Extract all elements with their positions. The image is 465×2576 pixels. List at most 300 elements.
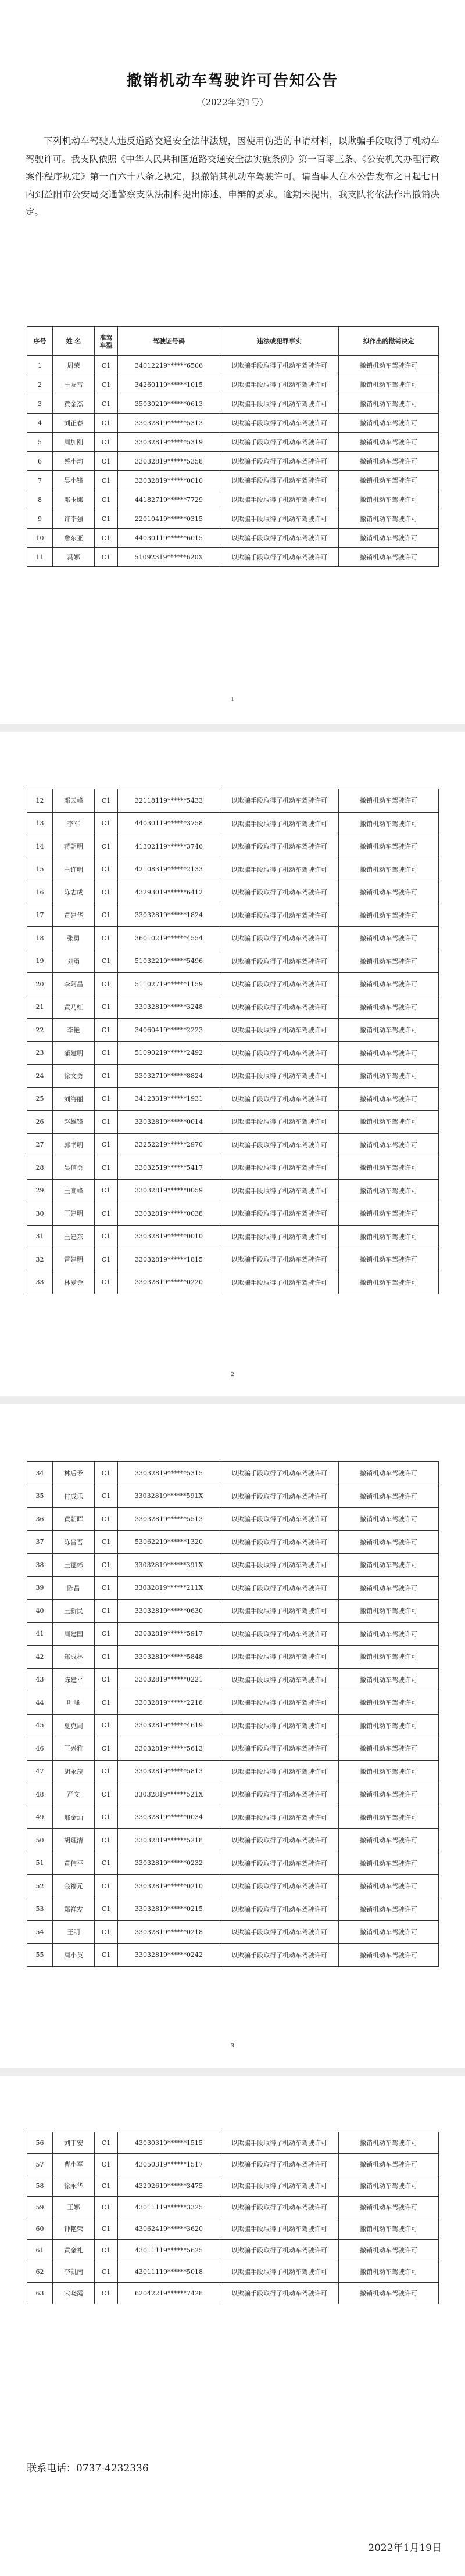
page-4 [0,2076,465,2576]
proposed-decision: 撤销机动车驾驶许可 [339,548,439,567]
proposed-decision: 撤销机动车驾驶许可 [339,1829,439,1852]
proposed-decision: 撤销机动车驾驶许可 [339,471,439,490]
proposed-decision: 撤销机动车驾驶许可 [339,927,439,950]
vehicle-type: C1 [95,414,118,433]
proposed-decision: 撤销机动车驾驶许可 [339,1554,439,1577]
vehicle-type: C1 [95,471,118,490]
driver-name: 刘勇 [53,950,95,973]
table-row [27,529,439,548]
proposed-decision: 撤销机动车驾驶许可 [339,2197,439,2218]
license-number: 34060419******2223 [118,1019,220,1042]
driver-name: 刘正春 [53,414,95,433]
violation-fact: 以欺骗手段取得了机动车驾驶许可 [220,1646,339,1669]
row-number: 39 [27,1576,53,1600]
vehicle-type: C1 [95,1691,118,1715]
row-number: 5 [27,433,53,452]
row-number: 58 [27,2175,53,2197]
vehicle-type: C1 [95,812,118,835]
proposed-decision: 撤销机动车驾驶许可 [339,356,439,375]
violation-fact: 以欺骗手段取得了机动车驾驶许可 [220,1714,339,1737]
license-number: 51102719******1159 [118,973,220,996]
driver-name: 雷建明 [53,1248,95,1271]
violation-fact: 以欺骗手段取得了机动车驾驶许可 [220,835,339,858]
violation-fact: 以欺骗手段取得了机动车驾驶许可 [220,1087,339,1111]
driver-name: 陈晋吾 [53,1530,95,1554]
driver-name: 邢金灿 [53,1806,95,1829]
driver-name: 王高峰 [53,1179,95,1202]
table-row [27,835,439,858]
license-number: 33032819******0034 [118,1806,220,1829]
license-number: 33032819******5319 [118,433,220,452]
license-number: 33032819******0221 [118,1668,220,1691]
violation-fact: 以欺骗手段取得了机动车驾驶许可 [220,1806,339,1829]
proposed-decision: 撤销机动车驾驶许可 [339,394,439,414]
driver-name: 周荣 [53,356,95,375]
proposed-decision: 撤销机动车驾驶许可 [339,1462,439,1485]
license-number: 33032819******0215 [118,1898,220,1921]
violation-fact: 以欺骗手段取得了机动车驾驶许可 [220,1065,339,1088]
row-number: 13 [27,812,53,835]
proposed-decision: 撤销机动车驾驶许可 [339,835,439,858]
row-number: 27 [27,1133,53,1156]
license-number: 35030219******0613 [118,394,220,414]
vehicle-type: C1 [95,858,118,881]
vehicle-type: C1 [95,1041,118,1065]
table-row [27,509,439,529]
page-1 [0,0,465,723]
notice-date: 2022年1月19日 [368,2542,442,2554]
driver-name: 王娜 [53,2197,95,2218]
table-row [27,394,439,414]
license-number: 34123319******1931 [118,1087,220,1111]
driver-name: 林爱金 [53,1271,95,1294]
driver-name: 王许明 [53,858,95,881]
driver-name: 金福元 [53,1875,95,1898]
violation-fact: 以欺骗手段取得了机动车驾驶许可 [220,2283,339,2304]
license-number: 51032219******5496 [118,950,220,973]
table-row [27,927,439,950]
license-number: 43030319******1515 [118,2132,220,2154]
vehicle-type: C1 [95,2283,118,2304]
vehicle-type: C1 [95,2132,118,2154]
vehicle-type: C1 [95,2240,118,2261]
table-row [27,1554,439,1577]
table-row [27,1133,439,1156]
proposed-decision: 撤销机动车驾驶许可 [339,1179,439,1202]
row-number: 15 [27,858,53,881]
table-row [27,812,439,835]
license-number: 33032819******521X [118,1783,220,1806]
violation-fact: 以欺骗手段取得了机动车驾驶许可 [220,904,339,927]
row-number: 59 [27,2197,53,2218]
license-number: 33032819******5358 [118,452,220,471]
vehicle-type: C1 [95,1111,118,1134]
proposed-decision: 撤销机动车驾驶许可 [339,1065,439,1088]
table-row [27,356,439,375]
license-number: 33032819******0010 [118,471,220,490]
table-row [27,2283,439,2304]
table-row [27,2132,439,2154]
table-row [27,1668,439,1691]
license-number: 33032819******5848 [118,1646,220,1669]
row-number: 33 [27,1271,53,1294]
driver-name: 黄金礼 [53,2240,95,2261]
license-number: 33032819******2218 [118,1691,220,1715]
driver-name: 郭书明 [53,1133,95,1156]
license-number: 33032819******3248 [118,996,220,1019]
row-number: 45 [27,1714,53,1737]
table-row [27,1530,439,1554]
vehicle-type: C1 [95,1600,118,1623]
vehicle-type: C1 [95,1271,118,1294]
vehicle-type: C1 [95,529,118,548]
license-number: 33032819******0014 [118,1111,220,1134]
table-row [27,881,439,904]
row-number: 55 [27,1943,53,1967]
driver-name: 黄金杰 [53,394,95,414]
proposed-decision: 撤销机动车驾驶许可 [339,812,439,835]
violation-fact: 以欺骗手段取得了机动车驾驶许可 [220,1554,339,1577]
proposed-decision: 撤销机动车驾驶许可 [339,1646,439,1669]
license-number: 33032819******5218 [118,1829,220,1852]
proposed-decision: 撤销机动车驾驶许可 [339,996,439,1019]
proposed-decision: 撤销机动车驾驶许可 [339,1875,439,1898]
table-row [27,2154,439,2175]
license-number: 33032519******5417 [118,1156,220,1180]
table-header-cell: 姓 名 [53,327,95,356]
license-number: 51090219******2492 [118,1041,220,1065]
table-row [27,2175,439,2197]
violation-fact: 以欺骗手段取得了机动车驾驶许可 [220,789,339,813]
proposed-decision: 撤销机动车驾驶许可 [339,1271,439,1294]
vehicle-type: C1 [95,2154,118,2175]
vehicle-type: C1 [95,1783,118,1806]
table-row [27,1156,439,1180]
violation-fact: 以欺骗手段取得了机动车驾驶许可 [220,2154,339,2175]
row-number: 42 [27,1646,53,1669]
table-row [27,2261,439,2283]
vehicle-type: C1 [95,1530,118,1554]
vehicle-type: C1 [95,1554,118,1577]
license-number: 33032819******0059 [118,1179,220,1202]
vehicle-type: C1 [95,904,118,927]
vehicle-type: C1 [95,490,118,509]
table-row [27,858,439,881]
vehicle-type: C1 [95,835,118,858]
license-number: 43050319******1517 [118,2154,220,2175]
proposed-decision: 撤销机动车驾驶许可 [339,789,439,813]
driver-name: 张勇 [53,927,95,950]
row-number: 44 [27,1691,53,1715]
row-number: 25 [27,1087,53,1111]
vehicle-type: C1 [95,1576,118,1600]
violation-fact: 以欺骗手段取得了机动车驾驶许可 [220,1179,339,1202]
contact-phone: 联系电话：0737-4232336 [27,2463,149,2474]
license-number: 33032819******0232 [118,1852,220,1875]
proposed-decision: 撤销机动车驾驶许可 [339,1111,439,1134]
vehicle-type: C1 [95,789,118,813]
table-row [27,1485,439,1508]
vehicle-type: C1 [95,1875,118,1898]
proposed-decision: 撤销机动车驾驶许可 [339,858,439,881]
violation-fact: 以欺骗手段取得了机动车驾驶许可 [220,2175,339,2197]
row-number: 6 [27,452,53,471]
driver-name: 李凯南 [53,2261,95,2283]
license-table-page-4 [27,2132,439,2304]
license-number: 43292619******3475 [118,2175,220,2197]
table-row [27,1019,439,1042]
driver-name: 林后矛 [53,1462,95,1485]
license-number: 33032819******0038 [118,1202,220,1226]
violation-fact: 以欺骗手段取得了机动车驾驶许可 [220,1852,339,1875]
license-number: 33032819******591X [118,1485,220,1508]
violation-fact: 以欺骗手段取得了机动车驾驶许可 [220,529,339,548]
notice-subtitle: （2022年第1号） [196,97,269,107]
table-row [27,2240,439,2261]
vehicle-type: C1 [95,2218,118,2240]
license-number: 33032819******5917 [118,1622,220,1646]
table-header-cell: 序号 [27,327,53,356]
proposed-decision: 撤销机动车驾驶许可 [339,1921,439,1944]
row-number: 53 [27,1898,53,1921]
vehicle-type: C1 [95,1898,118,1921]
license-number: 51092319******620X [118,548,220,567]
violation-fact: 以欺骗手段取得了机动车驾驶许可 [220,1156,339,1180]
vehicle-type: C1 [95,1760,118,1783]
license-number: 36010219******4554 [118,927,220,950]
table-row [27,1508,439,1531]
driver-name: 王友雷 [53,375,95,394]
row-number: 34 [27,1462,53,1485]
license-number: 33032819******5813 [118,1760,220,1783]
license-number: 33032819******5313 [118,414,220,433]
proposed-decision: 撤销机动车驾驶许可 [339,1898,439,1921]
proposed-decision: 撤销机动车驾驶许可 [339,1019,439,1042]
row-number: 57 [27,2154,53,2175]
vehicle-type: C1 [95,1943,118,1967]
vehicle-type: C1 [95,394,118,414]
row-number: 37 [27,1530,53,1554]
table-row [27,1462,439,1485]
driver-name: 邓云峰 [53,789,95,813]
license-number: 43011119******3325 [118,2197,220,2218]
row-number: 35 [27,1485,53,1508]
row-number: 46 [27,1737,53,1761]
page-number: 3 [231,2042,234,2049]
row-number: 54 [27,1921,53,1944]
row-number: 62 [27,2261,53,2283]
row-number: 56 [27,2132,53,2154]
driver-name: 吴信勇 [53,1156,95,1180]
proposed-decision: 撤销机动车驾驶许可 [339,1485,439,1508]
row-number: 8 [27,490,53,509]
license-number: 33032819******5315 [118,1462,220,1485]
driver-name: 黄朝晖 [53,1508,95,1531]
vehicle-type: C1 [95,1087,118,1111]
table-header-cell: 拟作出的撤销决定 [339,327,439,356]
table-row [27,1087,439,1111]
row-number: 32 [27,1248,53,1271]
table-row [27,1179,439,1202]
proposed-decision: 撤销机动车驾驶许可 [339,1943,439,1967]
table-row [27,904,439,927]
violation-fact: 以欺骗手段取得了机动车驾驶许可 [220,1898,339,1921]
table-row [27,1829,439,1852]
violation-fact: 以欺骗手段取得了机动车驾驶许可 [220,927,339,950]
row-number: 9 [27,509,53,529]
license-number: 33032819******0210 [118,1875,220,1898]
proposed-decision: 撤销机动车驾驶许可 [339,1691,439,1715]
violation-fact: 以欺骗手段取得了机动车驾驶许可 [220,1576,339,1600]
vehicle-type: C1 [95,1462,118,1485]
violation-fact: 以欺骗手段取得了机动车驾驶许可 [220,1530,339,1554]
row-number: 20 [27,973,53,996]
proposed-decision: 撤销机动车驾驶许可 [339,1225,439,1248]
table-row [27,1202,439,1226]
row-number: 38 [27,1554,53,1577]
vehicle-type: C1 [95,1921,118,1944]
license-table-page-2 [27,789,439,1294]
page-number: 1 [231,696,234,703]
license-number: 34012219******6506 [118,356,220,375]
driver-name: 赵雄锋 [53,1111,95,1134]
violation-fact: 以欺骗手段取得了机动车驾驶许可 [220,1829,339,1852]
row-number: 16 [27,881,53,904]
license-number: 53062219******1320 [118,1530,220,1554]
violation-fact: 以欺骗手段取得了机动车驾驶许可 [220,394,339,414]
vehicle-type: C1 [95,1668,118,1691]
violation-fact: 以欺骗手段取得了机动车驾驶许可 [220,1760,339,1783]
row-number: 31 [27,1225,53,1248]
driver-name: 李艳 [53,1019,95,1042]
violation-fact: 以欺骗手段取得了机动车驾驶许可 [220,1921,339,1944]
license-number: 62042219******7428 [118,2283,220,2304]
proposed-decision: 撤销机动车驾驶许可 [339,2283,439,2304]
proposed-decision: 撤销机动车驾驶许可 [339,1133,439,1156]
driver-name: 钟艳荣 [53,2218,95,2240]
violation-fact: 以欺骗手段取得了机动车驾驶许可 [220,1622,339,1646]
driver-name: 黄建华 [53,904,95,927]
vehicle-type: C1 [95,509,118,529]
license-number: 33032719******8824 [118,1065,220,1088]
table-row [27,1225,439,1248]
license-number: 44182719******7729 [118,490,220,509]
license-number: 43011119******5625 [118,2240,220,2261]
row-number: 21 [27,996,53,1019]
driver-name: 付成乐 [53,1485,95,1508]
driver-name: 李军 [53,812,95,835]
violation-fact: 以欺骗手段取得了机动车驾驶许可 [220,1737,339,1761]
proposed-decision: 撤销机动车驾驶许可 [339,433,439,452]
driver-name: 李阿昌 [53,973,95,996]
row-number: 61 [27,2240,53,2261]
violation-fact: 以欺骗手段取得了机动车驾驶许可 [220,548,339,567]
vehicle-type: C1 [95,1852,118,1875]
proposed-decision: 撤销机动车驾驶许可 [339,1156,439,1180]
row-number: 47 [27,1760,53,1783]
violation-fact: 以欺骗手段取得了机动车驾驶许可 [220,471,339,490]
page-2 [0,732,465,1396]
license-number: 32118119******5433 [118,789,220,813]
table-row [27,2218,439,2240]
row-number: 51 [27,1852,53,1875]
table-row [27,1943,439,1967]
driver-name: 许李强 [53,509,95,529]
violation-fact: 以欺骗手段取得了机动车驾驶许可 [220,973,339,996]
table-row [27,548,439,567]
vehicle-type: C1 [95,973,118,996]
table-row [27,1600,439,1623]
vehicle-type: C1 [95,1714,118,1737]
license-number: 33032819******5513 [118,1508,220,1531]
table-row [27,1714,439,1737]
proposed-decision: 撤销机动车驾驶许可 [339,1783,439,1806]
proposed-decision: 撤销机动车驾驶许可 [339,490,439,509]
violation-fact: 以欺骗手段取得了机动车驾驶许可 [220,881,339,904]
table-row [27,433,439,452]
vehicle-type: C1 [95,375,118,394]
vehicle-type: C1 [95,1065,118,1088]
row-number: 11 [27,548,53,567]
table-header-cell: 驾驶证号码 [118,327,220,356]
violation-fact: 以欺骗手段取得了机动车驾驶许可 [220,1041,339,1065]
vehicle-type: C1 [95,1806,118,1829]
vehicle-type: C1 [95,1829,118,1852]
proposed-decision: 撤销机动车驾驶许可 [339,1668,439,1691]
violation-fact: 以欺骗手段取得了机动车驾驶许可 [220,996,339,1019]
vehicle-type: C1 [95,1508,118,1531]
driver-name: 詹东亚 [53,529,95,548]
driver-name: 黄乃红 [53,996,95,1019]
license-number: 33032819******0242 [118,1943,220,1967]
page-separator [0,1396,465,1404]
license-number: 44030119******3758 [118,812,220,835]
table-row [27,950,439,973]
proposed-decision: 撤销机动车驾驶许可 [339,881,439,904]
row-number: 41 [27,1622,53,1646]
violation-fact: 以欺骗手段取得了机动车驾驶许可 [220,1875,339,1898]
table-row [27,1576,439,1600]
license-number: 33032819******0630 [118,1600,220,1623]
table-row [27,1041,439,1065]
vehicle-type: C1 [95,433,118,452]
proposed-decision: 撤销机动车驾驶许可 [339,414,439,433]
proposed-decision: 撤销机动车驾驶许可 [339,950,439,973]
row-number: 29 [27,1179,53,1202]
driver-name: 王兴雅 [53,1737,95,1761]
license-number: 42108319******2133 [118,858,220,881]
table-row [27,1065,439,1088]
violation-fact: 以欺骗手段取得了机动车驾驶许可 [220,1668,339,1691]
license-number: 33032819******4619 [118,1714,220,1737]
table-row [27,490,439,509]
table-row [27,1271,439,1294]
driver-name: 周小英 [53,1943,95,1967]
license-number: 43062419******3620 [118,2218,220,2240]
proposed-decision: 撤销机动车驾驶许可 [339,1737,439,1761]
row-number: 12 [27,789,53,813]
violation-fact: 以欺骗手段取得了机动车驾驶许可 [220,1600,339,1623]
proposed-decision: 撤销机动车驾驶许可 [339,1248,439,1271]
license-table-page-1 [27,326,439,567]
driver-name: 冯娜 [53,548,95,567]
page-separator [0,2068,465,2076]
row-number: 49 [27,1806,53,1829]
vehicle-type: C1 [95,996,118,1019]
license-number: 43293019******6412 [118,881,220,904]
row-number: 4 [27,414,53,433]
driver-name: 刘海丽 [53,1087,95,1111]
